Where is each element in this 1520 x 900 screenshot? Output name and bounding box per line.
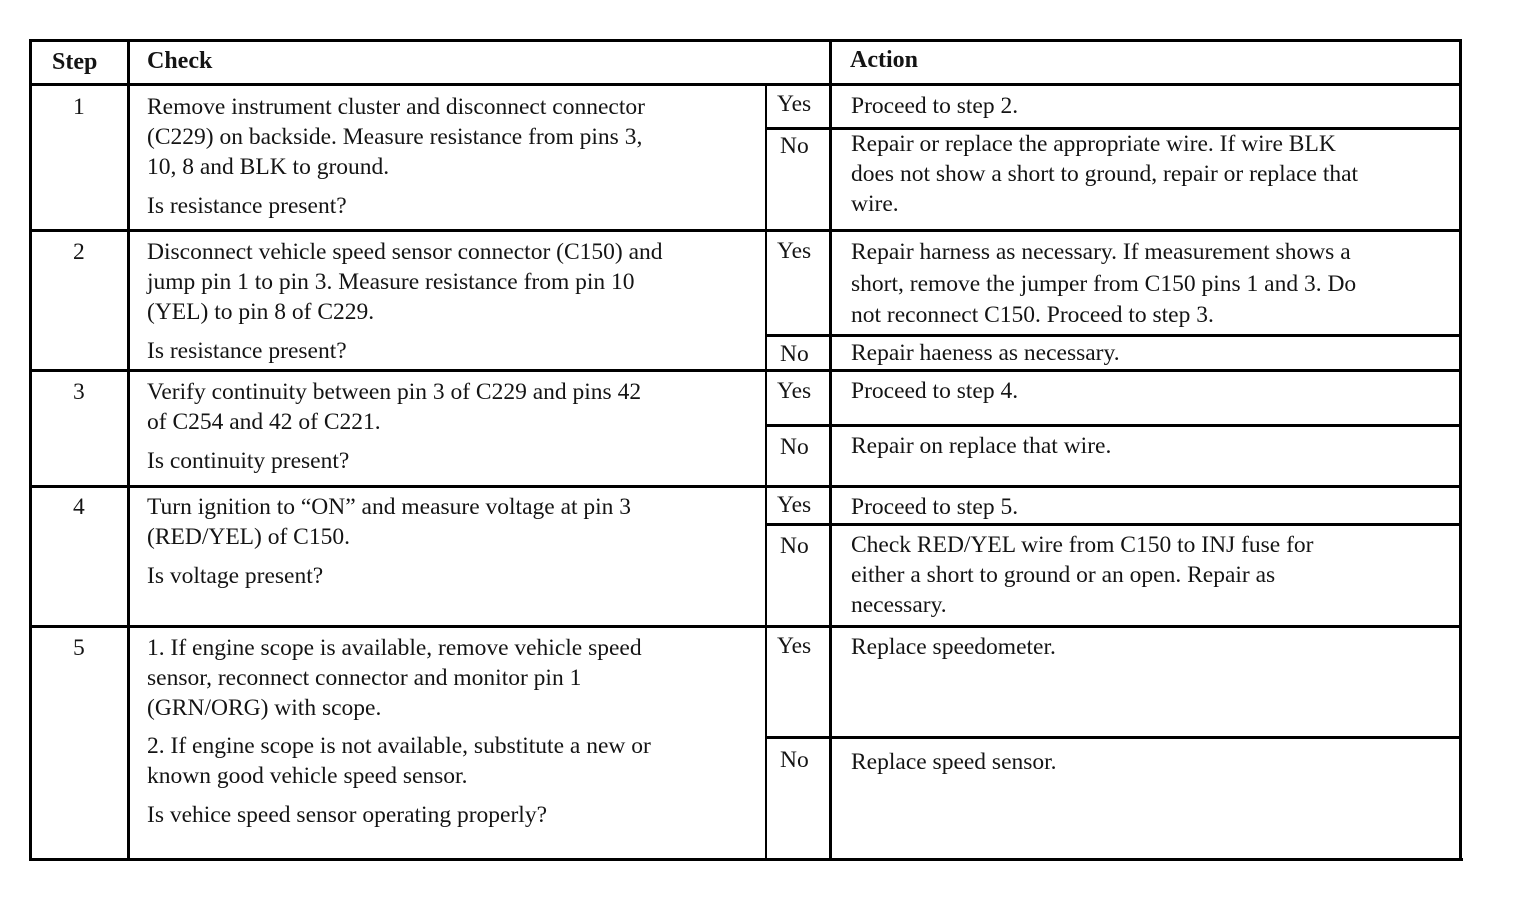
no-label: No — [780, 434, 809, 460]
border-bottom — [31, 858, 1463, 861]
yesno-rule-2 — [765, 334, 1462, 337]
yesno-rule-5 — [765, 736, 1462, 739]
check-line: of C254 and 42 of C221. — [147, 409, 381, 435]
check-line: 1. If engine scope is available, remove vehicle speed — [147, 635, 642, 661]
check-question: Is voltage present? — [147, 563, 324, 589]
header-check: Check — [147, 48, 213, 74]
divider-yesno — [765, 84, 767, 861]
yes-action: Proceed to step 5. — [851, 494, 1019, 520]
check-line: (C229) on backside. Measure resistance from pins 3, — [147, 124, 643, 150]
check-line: (YEL) to pin 8 of C229. — [147, 299, 375, 325]
yes-action: not reconnect C150. Proceed to step 3. — [851, 302, 1214, 328]
yes-action: Proceed to step 2. — [851, 93, 1019, 119]
check-line: sensor, reconnect connector and monitor pin 1 — [147, 665, 582, 691]
check-line: (GRN/ORG) with scope. — [147, 695, 382, 721]
check-line: 10, 8 and BLK to ground. — [147, 154, 390, 180]
step-number: 3 — [73, 379, 85, 405]
check-question: Is resistance present? — [147, 338, 347, 364]
check-question: Is vehice speed sensor operating properly? — [147, 802, 548, 828]
step-number: 4 — [73, 494, 85, 520]
step-number: 5 — [73, 635, 85, 661]
yesno-rule-3 — [765, 424, 1462, 427]
step-number: 1 — [73, 94, 85, 120]
header-step: Step — [52, 49, 98, 75]
check-line: Disconnect vehicle speed sensor connector (C150) and — [147, 239, 663, 265]
no-action: Repair or replace the appropriate wire. If wire BLK — [851, 131, 1336, 157]
row-rule-2 — [29, 369, 1462, 372]
no-action: wire. — [851, 191, 899, 217]
check-line: 2. If engine scope is not available, substitute a new or — [147, 733, 651, 759]
row-rule-4 — [29, 625, 1462, 628]
no-action: Repair haeness as necessary. — [851, 340, 1120, 366]
no-action: does not show a short to ground, repair or replace that — [851, 161, 1359, 187]
check-line: Turn ignition to “ON” and measure voltage at pin 3 — [147, 494, 632, 520]
yes-action: Proceed to step 4. — [851, 378, 1019, 404]
yes-label: Yes — [777, 633, 812, 659]
border-top — [29, 39, 1462, 42]
step-number: 2 — [73, 239, 85, 265]
yes-label: Yes — [777, 492, 812, 518]
check-question: Is continuity present? — [147, 448, 350, 474]
yes-label: Yes — [777, 238, 812, 264]
check-line: Remove instrument cluster and disconnect connector — [147, 94, 645, 120]
header-action: Action — [850, 47, 918, 73]
no-label: No — [780, 341, 809, 367]
check-line: Verify continuity between pin 3 of C229 and pins 42 — [147, 379, 642, 405]
divider-step-check — [127, 39, 130, 861]
border-left — [29, 39, 32, 861]
yes-label: Yes — [777, 91, 812, 117]
check-line: known good vehicle speed sensor. — [147, 763, 468, 789]
no-label: No — [780, 533, 809, 559]
yes-action: Replace speedometer. — [851, 634, 1056, 660]
no-action: Replace speed sensor. — [851, 749, 1057, 775]
check-question: Is resistance present? — [147, 193, 347, 219]
yes-label: Yes — [777, 378, 812, 404]
no-action: Repair on replace that wire. — [851, 433, 1112, 459]
no-label: No — [780, 133, 809, 159]
check-line: jump pin 1 to pin 3. Measure resistance from pin 10 — [147, 269, 635, 295]
no-action: either a short to ground or an open. Repair as — [851, 562, 1276, 588]
yes-action: short, remove the jumper from C150 pins 1 and 3. Do — [851, 271, 1357, 297]
row-rule-3 — [29, 485, 1462, 488]
row-rule-1 — [29, 229, 1462, 232]
no-action: necessary. — [851, 592, 947, 618]
check-line: (RED/YEL) of C150. — [147, 524, 350, 550]
yes-action: Repair harness as necessary. If measurement shows a — [851, 239, 1351, 265]
yesno-rule-4 — [765, 523, 1462, 526]
no-label: No — [780, 747, 809, 773]
header-rule — [29, 83, 1462, 86]
no-action: Check RED/YEL wire from C150 to INJ fuse for — [851, 532, 1314, 558]
